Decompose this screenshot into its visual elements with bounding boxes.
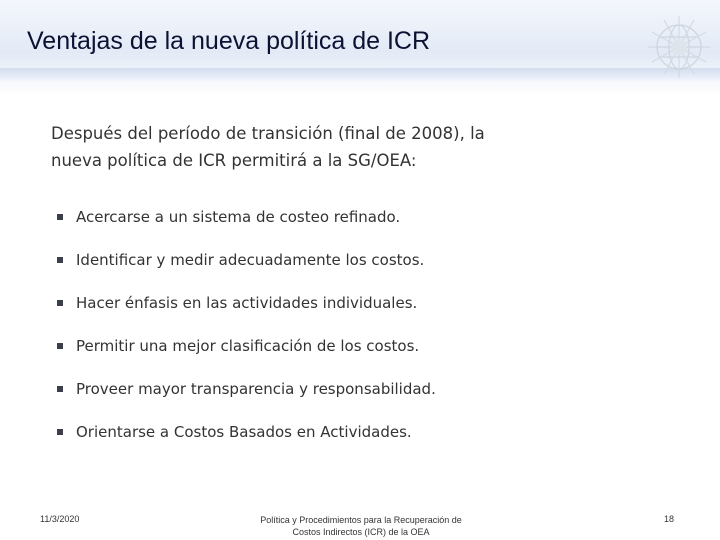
square-bullet-icon xyxy=(57,343,63,349)
oas-globe-emblem-icon xyxy=(644,12,714,82)
bullet-text: Orientarse a Costos Basados en Actividades. xyxy=(76,422,412,441)
square-bullet-icon xyxy=(57,214,63,220)
footer-date: 11/3/2020 xyxy=(40,514,80,524)
list-item xyxy=(57,281,657,324)
intro-line-1: Después del período de transición (final de 2008), la xyxy=(51,124,485,143)
bullet-text: Proveer mayor transparencia y responsabilidad. xyxy=(76,379,436,398)
list-item xyxy=(57,410,657,453)
footer-caption-line-2: Costos Indirectos (ICR) de la OEA xyxy=(292,527,430,537)
square-bullet-icon xyxy=(57,300,63,306)
bullet-text: Acercarse a un sistema de costeo refinado. xyxy=(76,207,401,226)
square-bullet-icon xyxy=(57,429,63,435)
page-number: 18 xyxy=(664,514,675,524)
intro-line-2: nueva política de ICR permitirá a la SG/OEA: xyxy=(51,151,417,170)
bullet-text: Permitir una mejor clasificación de los costos. xyxy=(76,336,420,355)
slide-title: Ventajas de la nueva política de ICR xyxy=(27,27,431,55)
list-item xyxy=(57,195,657,238)
square-bullet-icon xyxy=(57,386,63,392)
list-item xyxy=(57,324,657,367)
bullet-text: Identificar y medir adecuadamente los costos. xyxy=(76,250,425,269)
list-item xyxy=(57,238,657,281)
bullet-text: Hacer énfasis en las actividades individuales. xyxy=(76,293,418,312)
footer-caption xyxy=(236,514,486,538)
square-bullet-icon xyxy=(57,257,63,263)
list-item xyxy=(57,367,657,410)
bullet-list xyxy=(57,195,657,453)
intro-text xyxy=(51,120,651,174)
footer-caption-line-1: Política y Procedimientos para la Recuperación de xyxy=(260,515,462,525)
